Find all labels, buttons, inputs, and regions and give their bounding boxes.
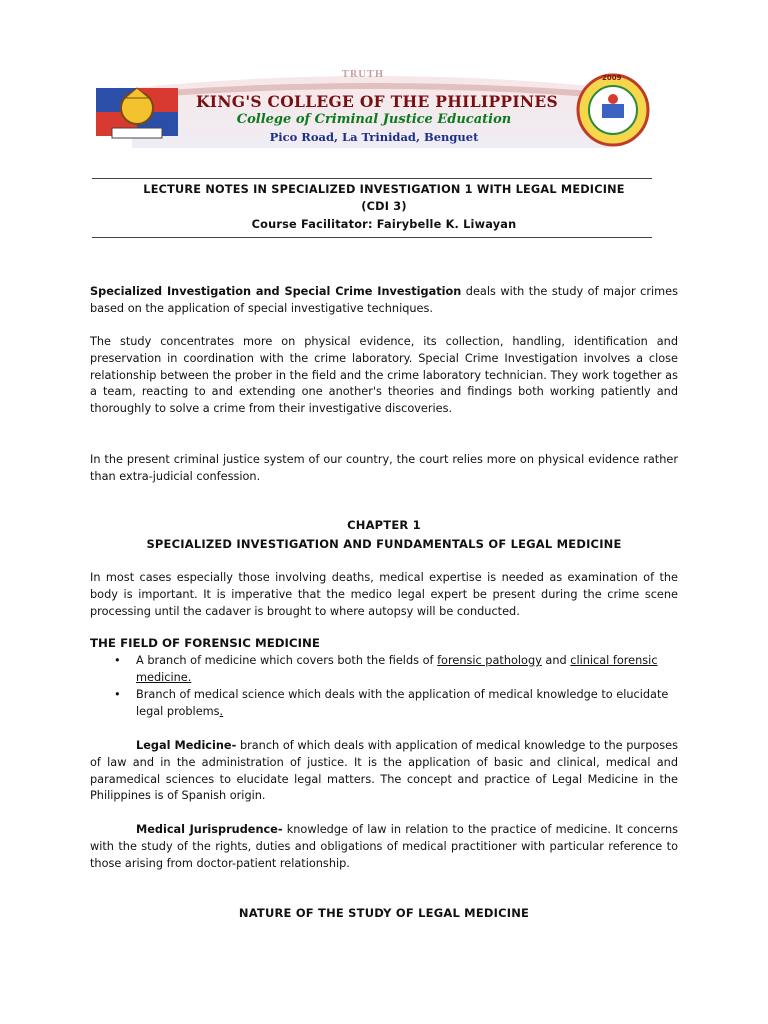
bullet-text: Branch of medical science which deals with the application of medical knowledge to elucidate legal problems — [136, 688, 669, 718]
college-seal-icon — [574, 72, 652, 148]
intro-p1-text: deals with the study of major crimes based on the application of special investigative techniques. — [90, 285, 678, 315]
banner-motto: TRUTH — [342, 70, 385, 80]
bullet-icon: • — [114, 654, 121, 667]
bullet-end: . — [219, 704, 224, 718]
chapter-number: CHAPTER 1 — [347, 518, 421, 532]
header-top-rule — [92, 178, 652, 179]
chapter-title: SPECIALIZED INVESTIGATION AND FUNDAMENTALS OF LEGAL MEDICINE — [146, 537, 622, 551]
legal-medicine-definition: branch of which deals with application of medical knowledge to the purposes of law and in the administration of justice. It is the application of basic and clinical, medical and paramedical sciences to elucidate legal matters. The concept and practice of Legal Medicine in the Philippines is of Spanish origin. — [90, 739, 679, 803]
intro-term: Specialized Investigation and Special Crime Investigation — [90, 285, 462, 298]
bullet-text: A branch of medicine which covers both the fields of — [136, 654, 438, 667]
bullet-icon: • — [114, 688, 121, 701]
chapter-paragraph: In most cases especially those involving deaths, medical expertise is needed as examination of the body is important. It is imperative that the medico legal expert be present during the crime scene processing until the cadaver is brought to where autopsy will be conducted. — [90, 571, 678, 618]
college-name: KING'S COLLEGE OF THE PHILIPPINES — [196, 92, 558, 111]
college-department: College of Criminal Justice Education — [236, 112, 512, 127]
legal-medicine-term: Legal Medicine- — [136, 739, 237, 752]
seal-year: 2009 — [602, 74, 622, 82]
medical-jurisprudence-definition: knowledge of law in relation to the practice of medicine. It concerns with the study of the rights, duties and obligations of medical practitioner with particular reference to those arising from doctor-patient relationship. — [90, 823, 678, 870]
term-clinical-forensic-medicine: clinical forensic medicine. — [136, 654, 658, 684]
college-banner — [92, 70, 654, 150]
intro-paragraph-3: In the present criminal justice system of our country, the court relies more on physical evidence rather than extra-judicial confession. — [90, 453, 678, 483]
lecture-title: LECTURE NOTES IN SPECIALIZED INVESTIGATION 1 WITH LEGAL MEDICINE — [143, 183, 625, 196]
definition-legal-medicine — [90, 738, 678, 805]
course-code: (CDI 3) — [361, 200, 407, 213]
course-facilitator: Course Facilitator: Fairybelle K. Liwayan — [251, 218, 517, 231]
list-item — [114, 687, 678, 721]
section-heading-forensic-medicine: THE FIELD OF FORENSIC MEDICINE — [90, 636, 320, 650]
definition-medical-jurisprudence — [90, 822, 678, 872]
header-bottom-rule — [92, 237, 652, 238]
medical-jurisprudence-term: Medical Jurisprudence- — [136, 823, 283, 836]
bullet-text-mid: and — [541, 654, 571, 667]
college-address: Pico Road, La Trinidad, Benguet — [269, 130, 479, 144]
section-heading-nature: NATURE OF THE STUDY OF LEGAL MEDICINE — [238, 906, 530, 920]
term-forensic-pathology: forensic pathology — [437, 654, 542, 667]
crest-logo-icon — [92, 76, 182, 146]
intro-paragraph-2: The study concentrates more on physical evidence, its collection, handling, identification and preservation in coordination with the crime laboratory. Special Crime Investigation involves a close relationship between the prober in the field and the crime laboratory technician. They work together as a team, reacting to and extending one another's theories and findings both working patiently and thoroughly to solve a crime from their investigative discoveries. — [90, 335, 678, 416]
list-item — [114, 653, 678, 687]
intro-paragraph-1 — [90, 284, 678, 318]
